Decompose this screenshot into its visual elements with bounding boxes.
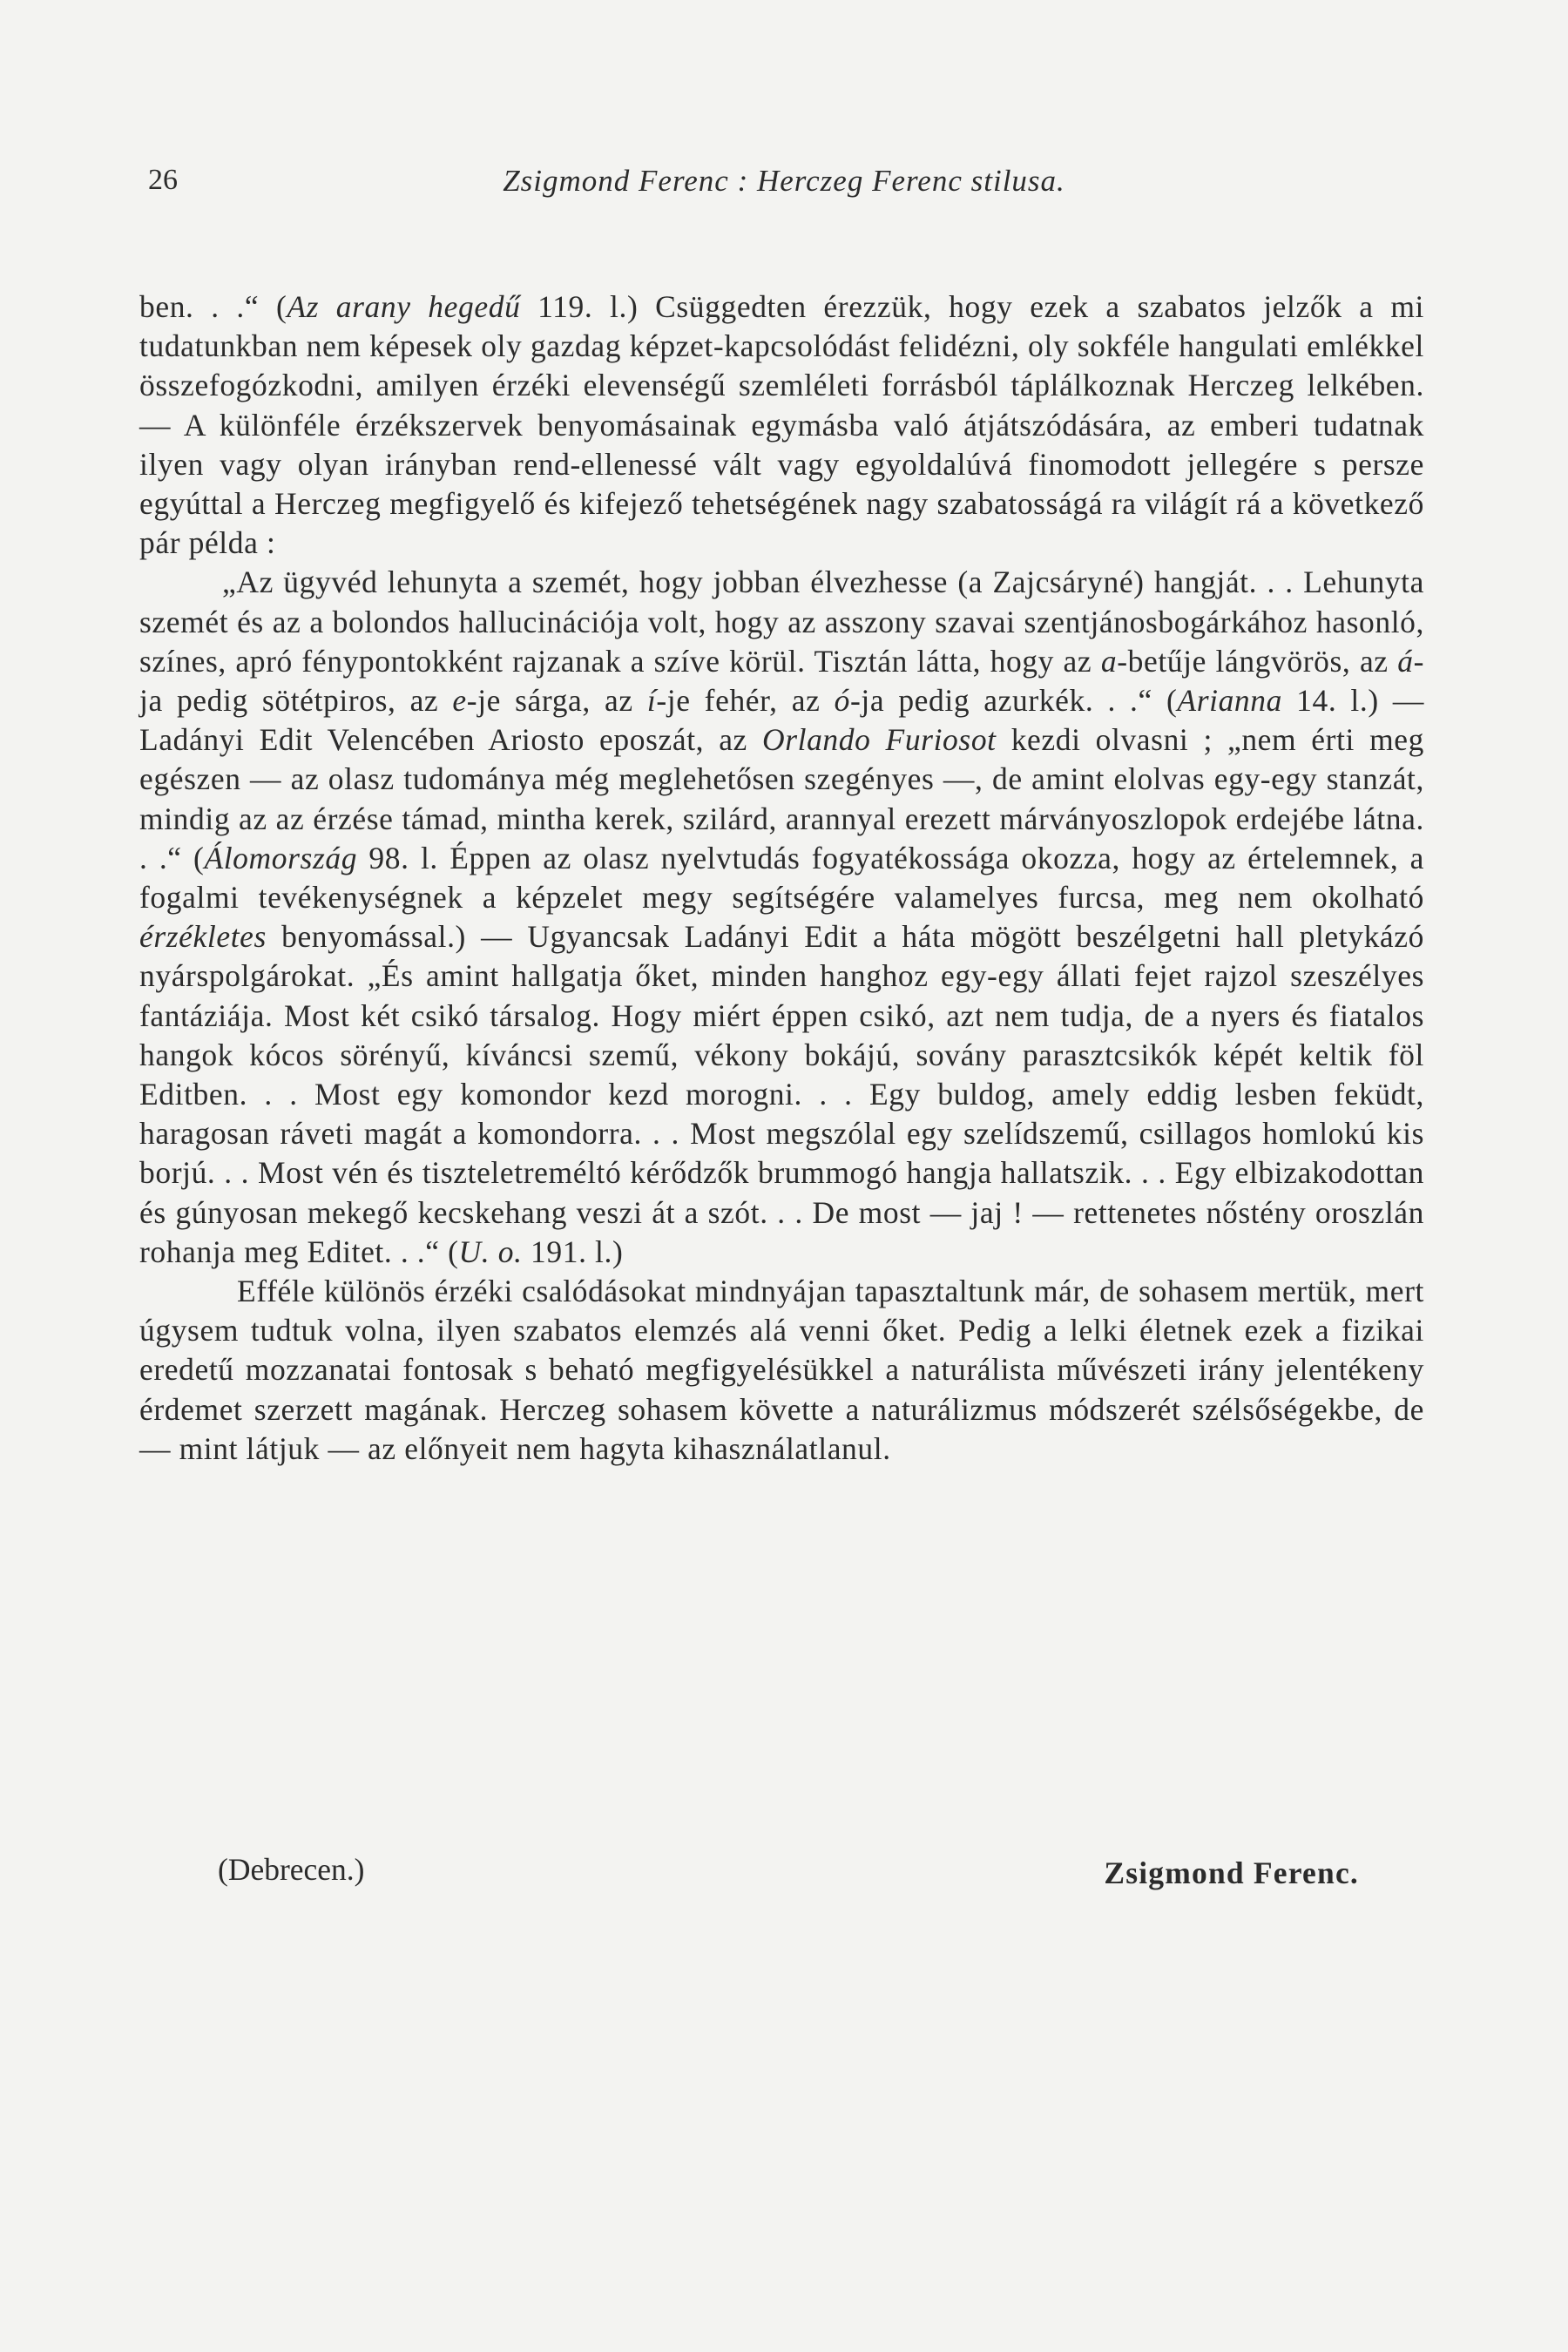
signature-block [139,1851,1359,1903]
running-title: Zsigmond Ferenc : Herczeg Ferenc stilusa. [503,164,1065,198]
paragraph [139,563,1424,1272]
text-segment: 191. l.) [522,1233,624,1269]
text-segment: „Az ügyvéd lehunyta a szemét, hogy jobban élvezhesse (a Zajcsáryné) hangját. . . Lehunyta szemét és az a bolondos hallucinációja volt, hogy az asszony szavai szentjánosbogárkához hasonló, színes, apró fénypontokként rajzanak a szíve körül. Tisztán látta, hogy az [139,564,1424,679]
italic-text-segment: Álomország [204,840,358,875]
italic-text-segment: á [1397,643,1414,679]
italic-text-segment: U. o. [458,1233,523,1269]
page-number: 26 [148,164,178,196]
text-segment: kezdi olvasni ; „nem érti meg egészen — az olasz tudománya még meglehetősen szegényes —, de amint elolvas egy-egy stanzát, mindig az az érzése támad, mintha kerek, szilárd, arannyal erezett márványoszlopok erdejébe látna. . .“ ( [139,722,1424,875]
text-segment: -je sárga, az [466,683,647,719]
paragraph [139,1272,1424,1469]
text-segment: 98. l. Éppen az olasz nyelvtudás fogyatékossága okozza, hogy az értelemnek, a fogalmi tevékenységnek a képzelet megy segítségére valamelyes furcsa, meg nem okolható [139,840,1424,916]
text-segment: 14. l.) — Ladányi Edit Velencében Ariosto eposzát, az [139,683,1424,758]
paragraph [139,287,1424,563]
text-segment: Efféle különös érzéki csalódásokat mindnyájan tapasztaltunk már, de sohasem mertük, mert úgysem tudtuk volna, ilyen szabatos elemzés alá venni őket. Pedig a lelki életnek ezek a fizikai eredetű mozzanatai fontosak s beható megfigyelésükkel a naturálista művészeti irány jelentékeny érdemet szerzett magának. Herczeg sohasem követte a naturálizmus módszerét szélsőségekbe, de — mint látjuk — az előnyeit nem hagyta kihasználatlanul. [139,1274,1424,1466]
text-segment: ben. . .“ ( [139,289,287,324]
place-of-writing: (Debrecen.) [218,1852,365,1887]
italic-text-segment: a [1100,643,1118,679]
italic-text-segment: Az arany hegedű [287,289,521,324]
text-segment: benyomással.) — Ugyancsak Ladányi Edit a háta mögött beszélgetni hall pletykázó nyárspolgárokat. „És amint hallgatja őket, minden hanghoz egy-egy állati fejet rajzol szeszélyes fantáziája. Most két csikó társalog. Hogy miért éppen csikó, azt nem tudja, de a nyers és fiatalos hangok kócos sörényű, kíváncsi szemű, vékony bokájú, sovány parasztcsikók képét keltik föl Editben. . . Most egy komondor kezd morogni. . . Egy buldog, amely eddig lesben feküdt, haragosan ráveti magát a komondorra. . . Most megszólal egy szelídszemű, csillagos homlokú kis borjú. . . Most vén és tiszteletreméltó kérődzők brummogó hangja hallatszik. . . Egy elbizakodottan és gúnyosan mekegő kecskehang veszi át a szót. . . De most — jaj ! — rettenetes nőstény oroszlán rohanja meg Editet. . .“ ( [139,919,1424,1269]
text-segment: 119. l.) Csüggedten érezzük, hogy ezek a szabatos jelzők a mi tudatunkban nem képesek oly gazdag képzet-kapcsolódást felidézni, oly sokféle hangulati emlékkel összefogózkodni, amilyen érzéki elevenségű szemléleti forrásból táplálkoznak Herczeg lelkében. — A különféle érzékszervek benyomásainak egymásba való átjátszódására, az emberi tudatnak ilyen vagy olyan irányban rend-ellenessé vált vagy egyoldalúvá finomodott jellegére s persze egyúttal a Herczeg megfigyelő és kifejező tehetségének nagy szabatosságá ra világít rá a következő pár példa : [139,289,1424,561]
text-segment: -betűje lángvörös, az [1117,643,1398,679]
italic-text-segment: ó [834,683,850,719]
italic-text-segment: Arianna [1177,683,1282,719]
italic-text-segment: í [646,683,657,719]
italic-text-segment: Orlando Furiosot [761,722,997,758]
author-name: Zsigmond Ferenc. [1104,1855,1359,1890]
text-segment: -ja pedig azurkék. . .“ ( [849,683,1178,719]
italic-text-segment: e [452,683,467,719]
italic-text-segment: érzékletes [139,919,267,955]
body-text [139,287,1424,1469]
page-header [148,164,1420,207]
text-segment: -ja pedig sötétpiros, az [139,643,1424,719]
text-segment: -je fehér, az [656,683,835,719]
